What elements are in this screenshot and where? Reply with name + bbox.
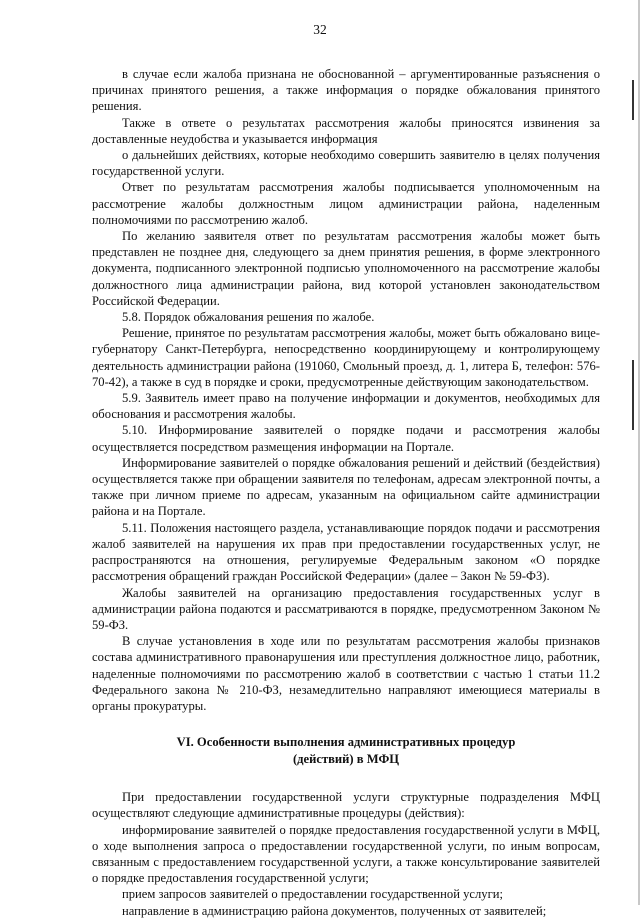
page-number: 32 (313, 22, 327, 37)
paragraph: 5.9. Заявитель имеет право на получение информации и документов, необходимых для обоснования и рассмотрения жалобы. (92, 391, 600, 422)
section-heading-line-1: VI. Особенности выполнения административных процедур (176, 735, 516, 750)
document-body (92, 66, 600, 919)
paragraph: о дальнейших действиях, которые необходимо совершить заявителю в целях получения государственной услуги. (92, 148, 600, 179)
paragraph: Также в ответе о результатах рассмотрения жалобы приносятся извинения за доставленные неудобства и указывается информация (92, 115, 600, 146)
paragraph: Решение, принятое по результатам рассмотрения жалобы, может быть обжаловано вице-губернатору Санкт-Петербурга, непосредственно координирующему и контролирующему деятельность администрации района (191060, Смольный проезд, д. 1, литера Б, телефон: 576-70-42), а также в суд в порядке и сроки, предусмотренные действующим законодательством. (92, 326, 600, 389)
paragraph: информирование заявителей о порядке предоставления государственной услуги в МФЦ, о ходе выполнения запроса о предоставлении государственной услуги, по иным вопросам, связанным с предоставлением государственной услуги, а также консультирование заявителей о порядке предоставления государственной услуги; (92, 822, 600, 886)
paragraph: 5.10. Информирование заявителей о порядке подачи и рассмотрения жалобы осуществляется посредством размещения информации на Портале. (92, 423, 600, 454)
paragraph: По желанию заявителя ответ по результатам рассмотрения жалобы может быть представлен не позднее дня, следующего за днем принятия решения, в форме электронного документа, подписанного электронной подписью уполномоченного на рассмотрение жалобы должностного лица администрации района, вид которой установлен законодательством Российской Федерации. (92, 229, 600, 308)
paragraph: 5.8. Порядок обжалования решения по жалобе. (122, 310, 375, 325)
section-heading (92, 734, 600, 767)
paragraph: прием запросов заявителей о предоставлении государственной услуги; (122, 887, 503, 902)
section-heading-line-2: (действий) в МФЦ (292, 751, 400, 766)
paragraph: 5.11. Положения настоящего раздела, устанавливающие порядок подачи и рассмотрения жалоб заявителей на нарушения их прав при предоставлении государственных услуг, не распространяются на отношения, регулируемые Федеральным законом «О порядке рассмотрения обращений граждан Российской Федерации» (далее – Закон № 59-ФЗ). (92, 520, 600, 584)
paragraph: Ответ по результатам рассмотрения жалобы подписывается уполномоченным на рассмотрение жалобы должностным лицом администрации района, наделенным полномочиями по рассмотрению жалоб. (92, 180, 600, 227)
paragraph: В случае установления в ходе или по результатам рассмотрения жалобы признаков состава административного правонарушения или преступления должностное лицо, работник, наделенные полномочиями по рассмотрению жалоб в соответствии с частью 1 статьи 11.2 Федерального закона № 210-ФЗ, незамедлительно направляют имеющиеся материалы в органы прокуратуры. (92, 634, 600, 713)
scan-artifact (632, 360, 634, 430)
paragraph: При предоставлении государственной услуги структурные подразделения МФЦ осуществляют следующие административные процедуры (действия): (92, 790, 600, 821)
scan-artifact (632, 80, 634, 120)
paragraph: Информирование заявителей о порядке обжалования решений и действий (бездействия) осуществляется также при обращении заявителя по телефонам, адресам электронной почты, а также при личном приеме по адресам, указанным на официальном сайте администрации района и на Портале. (92, 455, 600, 519)
paragraph: Жалобы заявителей на организацию предоставления государственных услуг в администрации района подаются и рассматриваются в порядке, предусмотренном Законом № 59-ФЗ. (92, 585, 600, 632)
paragraph: направление в администрацию района документов, полученных от заявителей; (122, 903, 547, 918)
paragraph: в случае если жалоба признана не обоснованной – аргументированные разъяснения о причинах принятого решения, а также информация о порядке обжалования принятого решения. (92, 67, 600, 114)
